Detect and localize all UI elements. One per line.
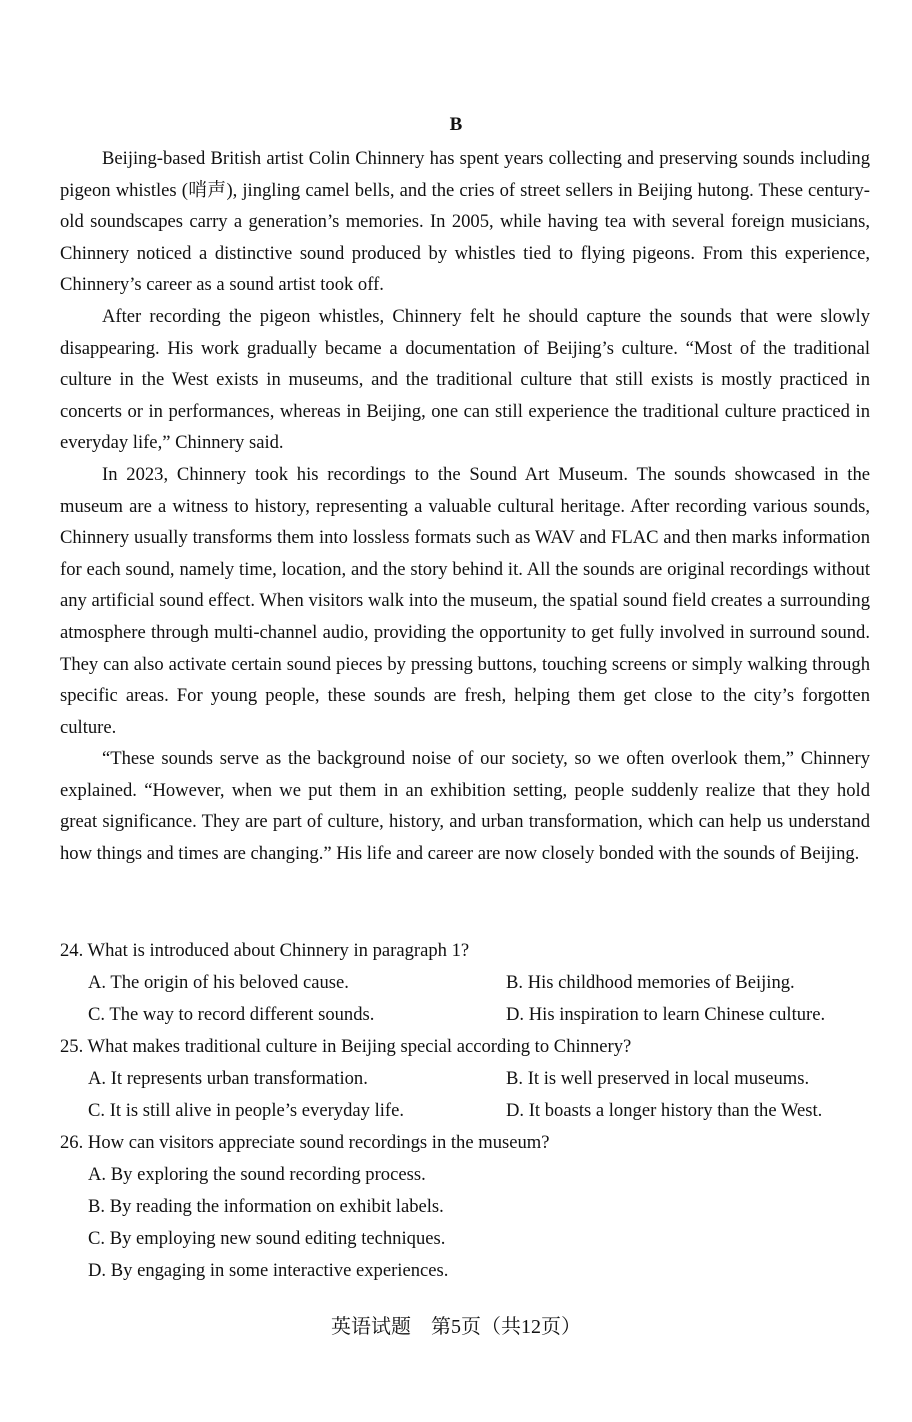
option-c: C. It is still alive in people’s everyday life. — [88, 1100, 405, 1121]
option-group — [88, 1063, 870, 1127]
passage-paragraph-4: “These sounds serve as the background noise of our society, so we often overlook them,” Chinnery explained. “However, when we put them in an exhibition setting, people suddenly realize that they hold great significance. They are part of culture, history, and urban transformation, which can help us understand how things and times are changing.” His life and career are now closely bonded with the sounds of Beijing. — [60, 748, 870, 865]
option-group — [88, 967, 870, 1031]
question-stem: 25. What makes traditional culture in Beijing special according to Chinnery? — [60, 1036, 632, 1057]
option-a: A. The origin of his beloved cause. — [88, 972, 349, 993]
option-d: D. His inspiration to learn Chinese culture. — [506, 1004, 826, 1025]
passage-paragraph-2: After recording the pigeon whistles, Chinnery felt he should capture the sounds that were slowly disappearing. His work gradually became a documentation of Beijing’s culture. “Most of the traditional culture in the West exists in museums, and the traditional culture that still exists is mostly practiced in concerts or in performances, whereas in Beijing, one can still experience the traditional culture practiced in everyday life,” Chinnery said. — [60, 305, 870, 454]
option-d: D. By engaging in some interactive experiences. — [88, 1260, 449, 1281]
reading-passage — [60, 143, 870, 870]
section-title: B — [449, 114, 463, 135]
question-list — [60, 935, 870, 1287]
option-b: B. It is well preserved in local museums. — [506, 1068, 810, 1089]
option-group — [88, 1159, 870, 1287]
option-c: C. The way to record different sounds. — [88, 1004, 375, 1025]
question-stem: 26. How can visitors appreciate sound recordings in the museum? — [60, 1132, 550, 1153]
question-26 — [60, 1127, 870, 1287]
option-b: B. His childhood memories of Beijing. — [506, 972, 795, 993]
question-stem: 24. What is introduced about Chinnery in paragraph 1? — [60, 940, 470, 961]
option-a: A. By exploring the sound recording process. — [88, 1164, 426, 1185]
option-d: D. It boasts a longer history than the West. — [506, 1100, 823, 1121]
passage-paragraph-1: Beijing-based British artist Colin Chinnery has spent years collecting and preserving sounds including pigeon whistles (哨声), jingling camel bells, and the cries of street sellers in Beijing hutong. These century-old soundscapes carry a generation’s memories. In 2005, while having tea with several foreign musicians, Chinnery noticed a distinctive sound produced by whistles tied to flying pigeons. From this experience, Chinnery’s career as a sound artist took off. — [60, 148, 870, 296]
option-a: A. It represents urban transformation. — [88, 1068, 368, 1089]
question-24 — [60, 935, 870, 1031]
question-25 — [60, 1031, 870, 1127]
page-footer: 英语试题 第5页（共12页） — [331, 1316, 581, 1338]
option-b: B. By reading the information on exhibit labels. — [88, 1196, 444, 1217]
passage-paragraph-3: In 2023, Chinnery took his recordings to the Sound Art Museum. The sounds showcased in the museum are a witness to history, representing a valuable cultural heritage. After recording various sounds, Chinnery usually transforms them into lossless formats such as WAV and FLAC and then marks information for each sound, namely time, location, and the story behind it. All the sounds are original recordings without any artificial sound effect. When visitors walk into the museum, the spatial sound field creates a surrounding atmosphere through multi-channel audio, providing the opportunity to get fully involved in surround sound. They can also activate certain sound pieces by pressing buttons, touching screens or simply walking through specific areas. For young people, these sounds are fresh, helping them get close to the city’s forgotten culture. — [60, 463, 870, 738]
option-c: C. By employing new sound editing techniques. — [88, 1228, 446, 1249]
